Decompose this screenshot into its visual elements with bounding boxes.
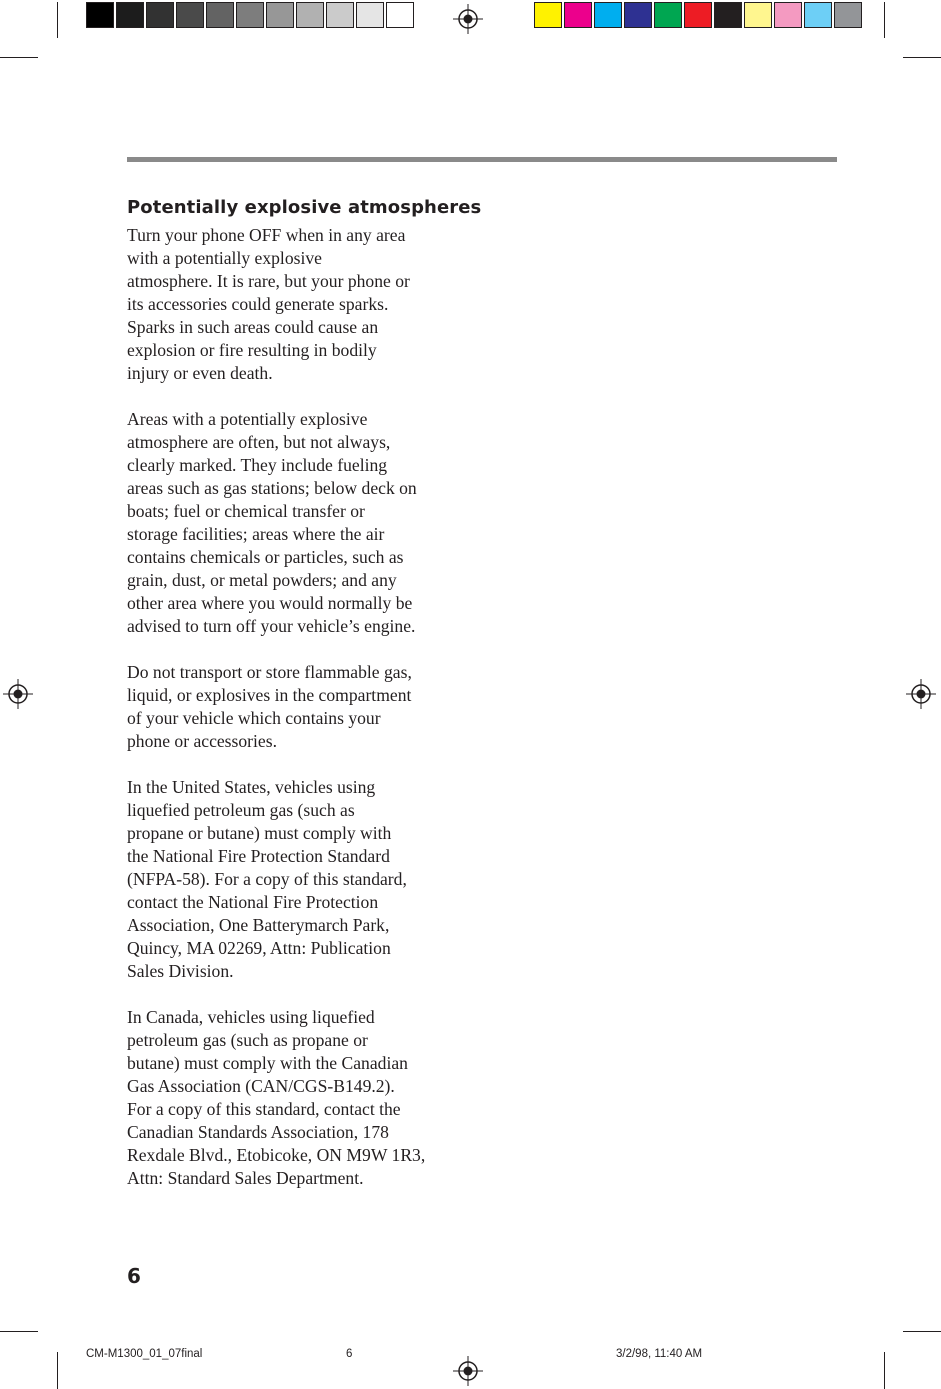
text-line: explosion or fire resulting in bodily	[127, 340, 377, 360]
text-line: contains chemicals or particles, such as	[127, 547, 404, 567]
text-line: phone or accessories.	[127, 731, 277, 751]
color-swatch	[564, 2, 592, 28]
text-line: Areas with a potentially explosive	[127, 409, 368, 429]
crop-mark-top-left-vertical	[57, 2, 58, 38]
text-line: butane) must comply with the Canadian	[127, 1053, 408, 1073]
text-line: Rexdale Blvd., Etobicoke, ON M9W 1R3,	[127, 1145, 426, 1165]
crop-mark-bottom-left-vertical	[57, 1352, 58, 1389]
text-line: the National Fire Protection Standard	[127, 846, 390, 866]
color-swatch	[834, 2, 862, 28]
gray-swatch	[116, 2, 144, 28]
process-color-bar	[534, 2, 864, 28]
color-swatch	[744, 2, 772, 28]
gray-swatch	[206, 2, 234, 28]
text-line: Turn your phone OFF when in any area	[127, 225, 406, 245]
section-heading: Potentially explosive atmospheres	[127, 197, 482, 218]
text-line: For a copy of this standard, contact the	[127, 1099, 401, 1119]
gray-swatch	[356, 2, 384, 28]
gray-swatch	[86, 2, 114, 28]
gray-swatch	[386, 2, 414, 28]
text-line: clearly marked. They include fueling	[127, 455, 388, 475]
text-line: injury or even death.	[127, 363, 273, 383]
text-line: petroleum gas (such as propane or	[127, 1030, 368, 1050]
text-line: Gas Association (CAN/CGS-B149.2).	[127, 1076, 395, 1096]
gray-swatch	[176, 2, 204, 28]
text-line: liquefied petroleum gas (such as	[127, 800, 355, 820]
text-line: grain, dust, or metal powders; and any	[127, 570, 397, 590]
text-line: advised to turn off your vehicle’s engine.	[127, 616, 416, 636]
color-swatch	[594, 2, 622, 28]
color-swatch	[714, 2, 742, 28]
gray-swatch	[326, 2, 354, 28]
gray-swatch	[296, 2, 324, 28]
slug-datetime: 3/2/98, 11:40 AM	[616, 1348, 703, 1360]
body-paragraph	[127, 408, 472, 638]
body-paragraph	[127, 224, 472, 385]
text-line: Quincy, MA 02269, Attn: Publication	[127, 938, 391, 958]
text-line: In Canada, vehicles using liquefied	[127, 1007, 375, 1027]
text-line: atmosphere. It is rare, but your phone or	[127, 271, 410, 291]
crop-mark-top-left-horizontal	[0, 57, 38, 58]
color-swatch	[654, 2, 682, 28]
text-line: (NFPA-58). For a copy of this standard,	[127, 869, 407, 889]
slug-filename: CM-M1300_01_07final	[86, 1348, 203, 1360]
text-line: boats; fuel or chemical transfer or	[127, 501, 365, 521]
text-line: Do not transport or store flammable gas,	[127, 662, 412, 682]
text-line: with a potentially explosive	[127, 248, 322, 268]
crop-mark-bottom-left-horizontal	[0, 1331, 38, 1332]
text-line: propane or butane) must comply with	[127, 823, 392, 843]
crop-mark-top-right-vertical	[884, 2, 885, 38]
gray-swatch	[236, 2, 264, 28]
text-line: liquid, or explosives in the compartment	[127, 685, 412, 705]
crop-mark-bottom-right-horizontal	[903, 1331, 941, 1332]
text-line: areas such as gas stations; below deck on	[127, 478, 417, 498]
color-swatch	[684, 2, 712, 28]
registration-mark-left-icon	[3, 679, 33, 709]
text-line: In the United States, vehicles using	[127, 777, 376, 797]
registration-mark-right-icon	[906, 679, 936, 709]
slug-page: 6	[346, 1348, 353, 1360]
text-line: of your vehicle which contains your	[127, 708, 381, 728]
body-paragraph	[127, 776, 472, 983]
registration-mark-top-icon	[453, 4, 483, 34]
color-swatch	[624, 2, 652, 28]
registration-mark-bottom-icon	[453, 1356, 483, 1386]
text-line: its accessories could generate sparks.	[127, 294, 389, 314]
color-swatch	[804, 2, 832, 28]
text-line: Attn: Standard Sales Department.	[127, 1168, 364, 1188]
gray-swatch	[146, 2, 174, 28]
text-line: contact the National Fire Protection	[127, 892, 379, 912]
body-paragraph	[127, 1006, 472, 1190]
color-swatch	[534, 2, 562, 28]
color-swatch	[774, 2, 802, 28]
section-rule	[127, 157, 837, 162]
text-line: storage facilities; areas where the air	[127, 524, 385, 544]
gray-swatch	[266, 2, 294, 28]
text-line: atmosphere are often, but not always,	[127, 432, 391, 452]
text-line: Sales Division.	[127, 961, 234, 981]
grayscale-color-bar	[86, 2, 416, 28]
page-number: 6	[127, 1264, 141, 1288]
text-line: Sparks in such areas could cause an	[127, 317, 379, 337]
crop-mark-top-right-horizontal	[903, 57, 941, 58]
text-line: Association, One Batterymarch Park,	[127, 915, 390, 935]
body-text	[127, 224, 472, 1213]
text-line: other area where you would normally be	[127, 593, 413, 613]
text-line: Canadian Standards Association, 178	[127, 1122, 389, 1142]
crop-mark-bottom-right-vertical	[884, 1352, 885, 1389]
body-paragraph	[127, 661, 472, 753]
